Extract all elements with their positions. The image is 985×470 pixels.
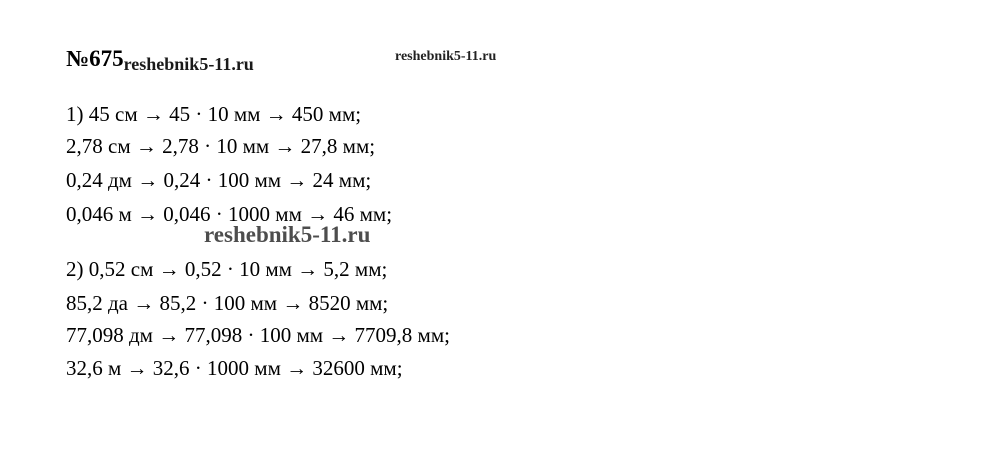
solution-line-5: 2) 0,52 см → 0,52 · 10 мм → 5,2 мм; <box>66 257 388 281</box>
solution-line-7: 77,098 дм → 77,098 · 100 мм → 7709,8 мм; <box>66 323 450 347</box>
watermark-top: reshebnik5-11.ru <box>395 49 497 64</box>
task-heading <box>66 44 254 79</box>
solution-line-2: 2,78 см → 2,78 · 10 мм → 27,8 мм; <box>66 134 376 158</box>
task-number: №675 <box>66 46 124 71</box>
watermark-inline: reshebnik5-11.ru <box>123 54 254 74</box>
solution-line-6: 85,2 да → 85,2 · 100 мм → 8520 мм; <box>66 291 389 315</box>
solution-line-8: 32,6 м → 32,6 · 1000 мм → 32600 мм; <box>66 356 403 380</box>
solution-line-1: 1) 45 см → 45 · 10 мм → 450 мм; <box>66 102 362 126</box>
solution-line-3: 0,24 дм → 0,24 · 100 мм → 24 мм; <box>66 168 372 192</box>
solution-line-4: 0,046 м → 0,046 · 1000 мм → 46 мм; <box>66 202 393 226</box>
watermark-middle: reshebnik5-11.ru <box>204 222 371 247</box>
